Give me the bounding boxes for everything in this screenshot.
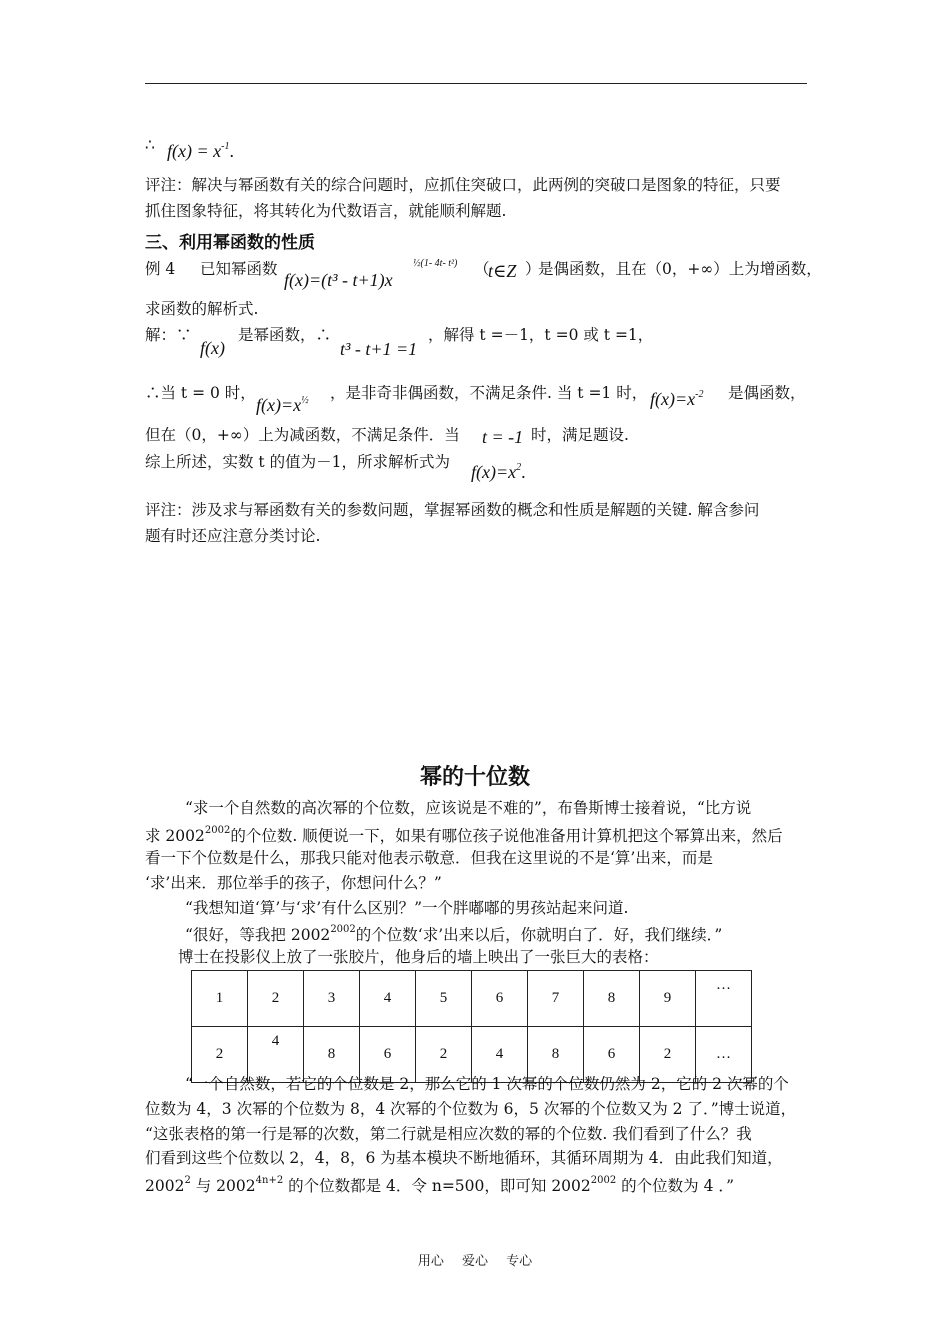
para1-line2: 求 $2002^{2002}$的个位数. 顺便说一下，如果有哪位孩子说他准备用计算机把这个幂算出来，然后	[145, 825, 783, 845]
para5-line5: 2002$^2$ 与 $2002^{4n+2}$ 的个位数都是 4．令 n=500，即可知 $2002^{2002}$ 的个位数为 4 ．”	[145, 1175, 735, 1195]
table-cell: 6	[472, 971, 528, 1027]
table-cell: 8	[584, 971, 640, 1027]
case-mid: ，是非奇非偶函数，不满足条件. 当 t =1 时，	[330, 384, 648, 402]
solution-fx: f(x)	[200, 338, 225, 358]
comment2-line1: 评注：涉及求与幂函数有关的参数问题，掌握幂函数的概念和性质是解题的关键. 解含参问	[145, 501, 760, 519]
therefore-line	[145, 138, 155, 154]
case2-text: 但在（0，+∞）上为减函数，不满足条件．当	[145, 426, 460, 444]
case2-tail: 时，满足题设.	[531, 426, 629, 444]
table-cell: 3	[304, 971, 360, 1027]
article-title: 幂的十位数	[419, 765, 530, 790]
table-cell: …	[696, 971, 752, 1027]
para5-line4: 们看到这些个位数以 2，4，8，6 为基本模块不断地循环，其循环周期为 4．由此我们知道，	[145, 1149, 783, 1167]
example4-label: 例 4 已知幂函数	[145, 260, 278, 278]
example4-cond-open: （	[474, 260, 490, 278]
para5-line3: “这张表格的第一行是幂的次数，第二行就是相应次数的幂的个位数. 我们看到了什么？我	[145, 1125, 752, 1143]
table-row-exponents	[192, 971, 752, 1027]
table-cell: 6	[360, 1027, 416, 1083]
table-cell: 5	[416, 971, 472, 1027]
table-cell: 7	[528, 971, 584, 1027]
table-cell: 6	[584, 1027, 640, 1083]
example4-tail: 是偶函数，且在（0，+∞）上为增函数，	[538, 260, 822, 278]
example4-cond-close: ）	[525, 260, 541, 278]
example4-line2: 求函数的解析式.	[145, 300, 259, 318]
comment1-line2: 抓住图象特征，将其转化为代数语言，就能顺利解题.	[145, 202, 507, 220]
table-cell: 8	[528, 1027, 584, 1083]
para4: 博士在投影仪上放了一张胶片，他身后的墙上映出了一张巨大的表格：	[178, 948, 659, 966]
section3-heading: 三、利用幂函数的性质	[145, 233, 315, 253]
therefore-formula: $f(x) = x^{-1}$.	[167, 141, 234, 161]
example4-formula: f(x)=(t³ - t+1)x	[284, 270, 393, 290]
table-cell: 4	[472, 1027, 528, 1083]
table-cell: 2	[192, 1027, 248, 1083]
solution-is-power: 是幂函数，∴	[238, 326, 332, 344]
table-cell: …	[696, 1027, 752, 1083]
table-cell: 8	[304, 1027, 360, 1083]
solution-result: ，解得 t =－1，t =0 或 t =1，	[428, 326, 654, 344]
table-cell: 1	[192, 971, 248, 1027]
case-f1: $f(x)=x^{\frac{1}{2}}$	[256, 395, 309, 415]
case-tail: 是偶函数，	[728, 384, 806, 402]
solution-equation: t³ - t+1 =1	[340, 339, 418, 359]
table-cell: 2	[248, 971, 304, 1027]
comment1-line1: 评注：解决与幂函数有关的综合问题时，应抓住突破口，此两例的突破口是图象的特征，只要	[145, 176, 781, 194]
example4-condition: t∈Z	[488, 261, 517, 281]
para1-line4: ‘求’出来．那位举手的孩子，你想问什么？”	[145, 874, 442, 892]
case2-eq: t = -1	[482, 427, 524, 447]
comment2-line2: 题有时还应注意分类讨论.	[145, 527, 321, 545]
para2: “我想知道‘算’与‘求’有什么区别？”一个胖嘟嘟的男孩站起来问道.	[185, 899, 629, 917]
table-cell: 4	[248, 1027, 304, 1083]
para1-line3: 看一下个位数是什么，那我只能对他表示敬意．但我在这里说的不是‘算’出来，而是	[145, 849, 713, 867]
table-cell: 2	[640, 1027, 696, 1083]
table-cell: 4	[360, 971, 416, 1027]
table-cell: 2	[416, 1027, 472, 1083]
case-start: ∴当 t = 0 时，	[145, 384, 256, 402]
conclusion-formula: $f(x)=x^2$.	[471, 462, 526, 482]
para5-line1: “一个自然数，若它的个位数是 2，那么它的 1 次幂的个位数仍然为 2，它的 2 次幂的个	[185, 1075, 789, 1093]
conclusion-text: 综上所述，实数 t 的值为－1，所求解析式为	[145, 453, 450, 471]
solution-start: 解：∵	[145, 326, 192, 344]
powers-table	[191, 970, 752, 1083]
page-footer: 用心 爱心 专心	[417, 1254, 533, 1269]
table-cell: 9	[640, 971, 696, 1027]
para3: “很好，等我把 $2002^{2002}$的个位数‘求’出来以后，你就明白了．好，我们继续．”	[185, 924, 723, 944]
para1-line1: “求一个自然数的高次幂的个位数，应该说是不难的”，布鲁斯博士接着说，“比方说	[185, 799, 752, 817]
para5-line2: 位数为 4，3 次幂的个位数为 8，4 次幂的个位数为 6，5 次幂的个位数又为 2 了．”博士说道，	[145, 1100, 797, 1118]
example4-exponent: ½(1- 4t- t²)	[413, 258, 458, 269]
case-f2: $f(x)=x^{-2}$	[650, 389, 704, 409]
therefore-symbol: ∴	[145, 136, 155, 154]
header-rule	[145, 83, 807, 84]
